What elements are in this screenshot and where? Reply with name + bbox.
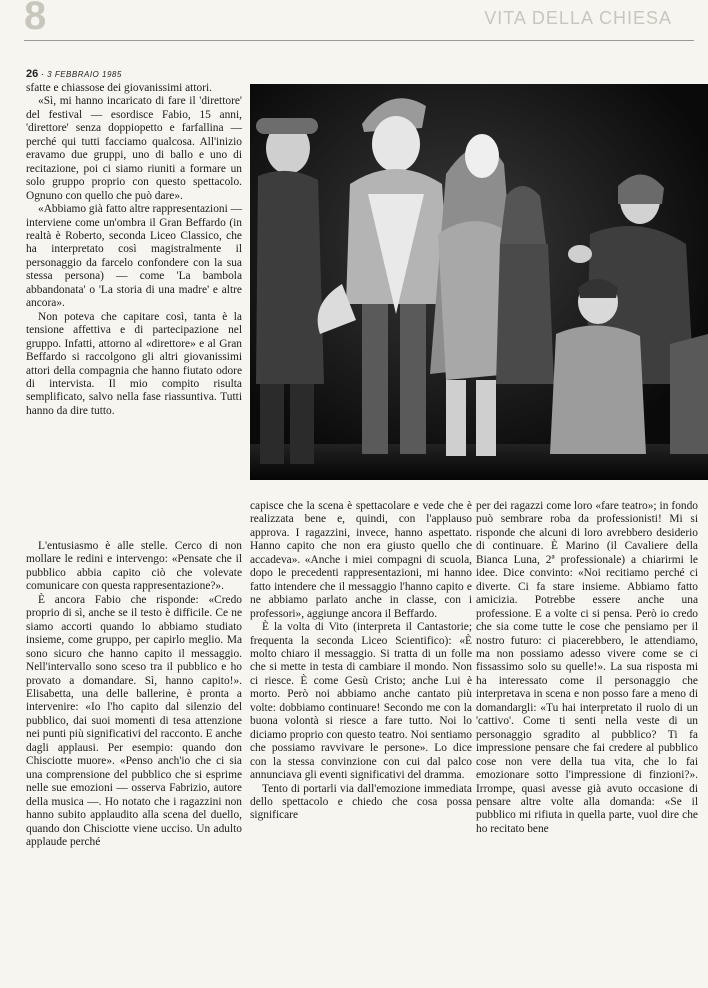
issue-date: 3 FEBBRAIO 1985 (47, 70, 122, 79)
paragraph: capisce che la scena è spettacolare e vede che è realizzata bene e, quindi, con l'applauso approva. I ragazzini, invece, hanno aspettato. Hanno capito che non era giusto quello che accadeva». «Anche i miei compagni di scuola, dopo le precedenti rappresentazioni, mi hanno fatto intendere che il messaggio l'hanno capito e ne abbiamo parlato anche in classe, con i professori», aggiunge ancora il Beffardo. (250, 500, 472, 620)
page-number: 26 (26, 68, 39, 80)
paragraph: per dei ragazzi come loro «fare teatro»; in fondo può sembrare roba da professionisti! Mi si risponde che alcuni di loro avrebbero desiderio di continuare. È Marino (il Cavaliere della Bianca Luna, 2ª professionale) a chiarirmi le idee. Dice convinto: «Noi recitiamo perché ci diverte. Ci fa stare insieme. Abbiamo fatto amicizia. Potrebbe essere anche una professione. E a volte ci si pensa. Però io credo che sia come tutte le cose che pensiamo per il nostro futuro: ci piacerebbero, le attendiamo, ma non possiamo adesso vivere come se ci fissassimo solo su quelle!». La sua risposta mi ha interessato come il personaggio che interpretava in scena e non posso fare a meno di domandargli: «Tu hai interpretato il ruolo di un 'cattivo'. Come ti senti nella veste di un personaggio sgradito al pubblico? Ti fa impressione pensare che fai credere al pubblico cose non vere della tua vita, che lo fai emozionare sotto l'impressione di finzioni?». Irrompe, quasi avesse già avuto occasione di pensare altre volte alla domanda: «Se il pubblico mi rifiuta in quella parte, vuol dire che ho recitato bene (476, 500, 698, 835)
paragraph: L'entusiasmo è alle stelle. Cerco di non mollare le redini e intervengo: «Pensate che il pubblico abbia capito ciò che volevate comunicare con questa rappresentazione?». (26, 540, 242, 593)
bleed-page-number: 8 (24, 0, 47, 38)
bleed-through-header (0, 0, 708, 40)
bleed-section-title: VITA DELLA CHIESA (484, 8, 672, 28)
paragraph: Non poteva che capitare così, tanta è la tensione affettiva e di partecipazione nel gruppo. Infatti, attorno al «direttore» e al Gran Beffardo si raccolgono gli altri giovanissimi attori della compagnia che hanno fiutato odore di intervista. Il mio compito risulta semplificato, salvo nella fase riassuntiva. Tutti hanno da dire tutto. (26, 310, 242, 417)
paragraph: È la volta di Vito (interpreta il Cantastorie; frequenta la seconda Liceo Scientifico): «È molto chiaro il messaggio. Si tratta di un folle che si mette in testa di cambiare il mondo. Non ci riesce. È come Gesù Cristo; anche Lui è morto. Però noi abbiamo anche cantato più volte: dobbiamo continuare! Secondo me con la buona volontà si riesce a fare tutto. Noi lo diciamo proprio con questo teatro. Noi sentiamo che possiamo ravvivare le persone». Lo dice con la stessa convinzione con cui dal palco annunciava gli eventi significativi del dramma. (250, 621, 472, 782)
paragraph: È ancora Fabio che risponde: «Credo proprio di sì, anche se il testo è difficile. Ce ne siamo accorti quando lo abbiamo studiato insieme, come gruppo, per capirlo meglio. Ma sono sicuro che hanno capito il messaggio. Nell'intervallo sono sceso tra il pubblico e ho provato a domandare. Sì, hanno capito!». Elisabetta, una delle ballerine, è pronta a intervenire: «Io l'ho capito dal silenzio del pubblico, dai suoi momenti di tesa attenzione nei punti più significativi del racconto. E anche dagli applausi. Per esempio: quando don Chisciotte muore». «Penso anch'io che ci sia una comprensione del pubblico che si esprime nelle sue emozioni — osserva Fabrizio, autore della musica —. Ho notato che i ragazzini non hanno subito applaudito alla scena del duello, quando don Chisciotte viene ucciso. Un adulto applaude perché (26, 593, 242, 848)
page-folio (26, 68, 122, 80)
paragraph: Tento di portarli via dall'emozione immediata dello spettacolo e chiedo che cosa possa significare (250, 782, 472, 822)
article-column-1-bottom (26, 540, 242, 849)
folio-separator: · (41, 69, 45, 80)
theatre-photo-icon (250, 84, 708, 480)
article-column-1-top (26, 82, 242, 418)
theatre-photo (250, 84, 708, 480)
article-column-3 (476, 500, 698, 836)
paragraph: sfatte e chiassose dei giovanissimi attori. (26, 82, 213, 94)
paragraph: «Sì, mi hanno incaricato di fare il 'direttore' del festival — esordisce Fabio, 15 anni, 'direttore' senza doppiopetto e farfallina — perché qui tutti facciamo qualcosa. All'inizio eravamo due gruppi, uno di ballo e uno di recitazione, poi ci siamo riuniti a formare un solo gruppo proprio con questo spettacolo. Ognuno con quello che può dare». (26, 95, 242, 202)
paragraph: «Abbiamo già fatto altre rappresentazioni — interviene come un'ombra il Gran Beffardo (in realtà è Roberto, seconda Liceo Classico, che ha interpretato così magistralmente il personaggio da farcelo confondere con la sua stessa persona) — come 'La bambola abbandonata' o 'La storia di una madre' e altre ancora». (26, 203, 243, 310)
header-rule (24, 40, 694, 41)
article-column-2 (250, 500, 472, 823)
